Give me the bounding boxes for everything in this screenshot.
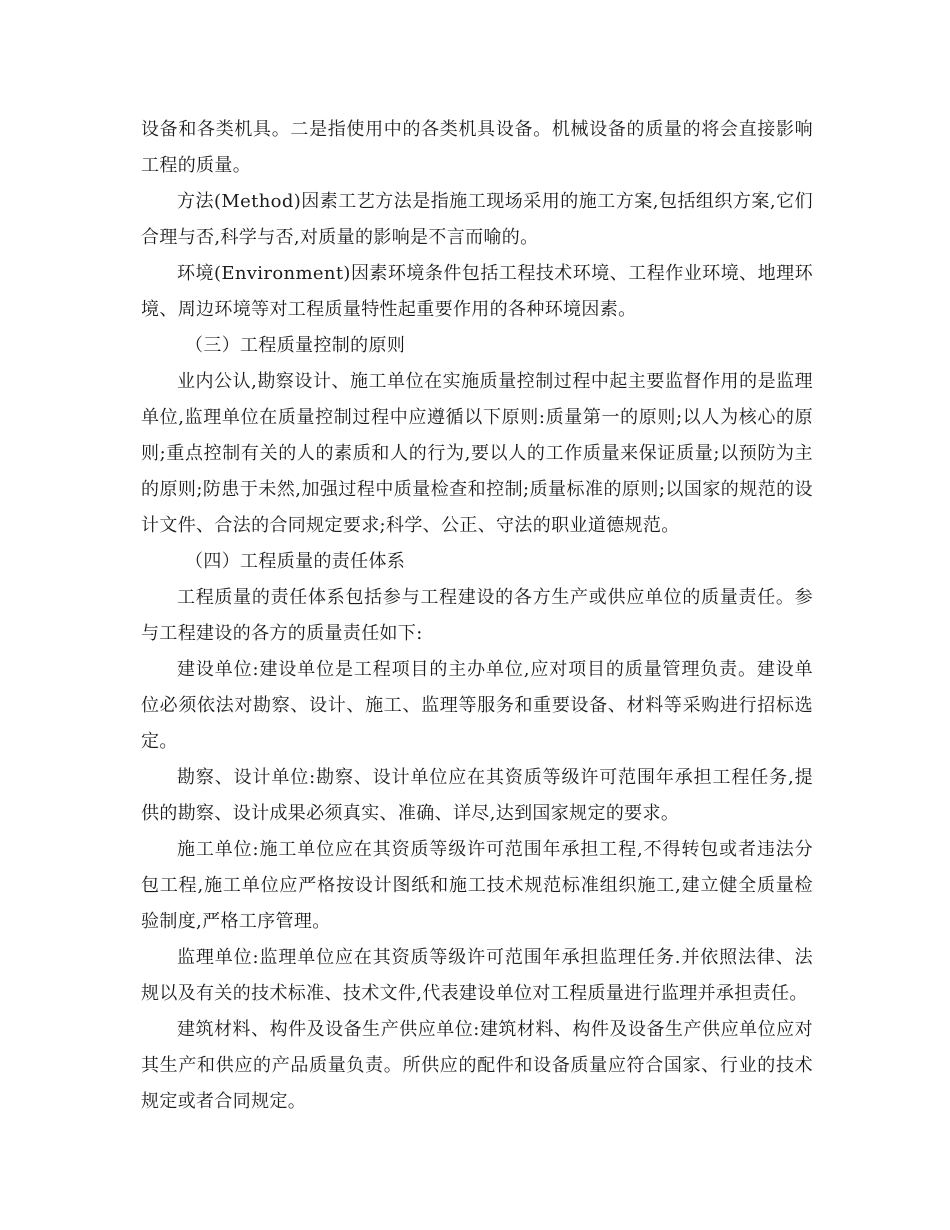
paragraph-construction-unit: 施工单位:施工单位应在其资质等级许可范围年承担工程,不得转包或者违法分包工程,施工单位应严格按设计图纸和施工技术规范标准组织施工,建立健全质量检验制度,严格工序管理。 [141,839,813,932]
paragraph-construction-owner: 建设单位:建设单位是工程项目的主办单位,应对项目的质量管理负责。建设单位必须依法对勘察、设计、施工、监理等服务和重要设备、材料等采购进行招标选定。 [141,659,813,752]
paragraph-material-supplier: 建筑材料、构件及设备生产供应单位:建筑材料、构件及设备生产供应单位应对其生产和供应的产品质量负责。所供应的配件和设备质量应符合国家、行业的技术规定或者合同规定。 [141,1019,813,1112]
paragraph-supervision-unit: 监理单位:监理单位应在其资质等级许可范围年承担监理任务.并依照法律、法规以及有关的技术标准、技术文件,代表建设单位对工程质量进行监理并承担责任。 [141,947,813,1004]
section-heading-responsibility-system: （四）工程质量的责任体系 [185,551,406,572]
paragraph-supervision-principles: 业内公认,勘察设计、施工单位在实施质量控制过程中起主要监督作用的是监理单位,监理单位在质量控制过程中应遵循以下原则:质量第一的原则;以人为核心的原则;重点控制有关的人的素质和人的行为,要以人的工作质量来保证质量;以预防为主的原则;防患于未然,加强过程中质量检查和控制;质量标准的原则;以国家的规范的设计文件、合法的合同规定要求;科学、公正、守法的职业道德规范。 [141,371,813,536]
paragraph-method-factor: 方法(Method)因素工艺方法是指施工现场采用的施工方案,包括组织方案,它们合理与否,科学与否,对质量的影响是不言而喻的。 [141,191,813,248]
paragraph-survey-design-unit: 勘察、设计单位:勘察、设计单位应在其资质等级许可范围年承担工程任务,提供的勘察、设计成果必须真实、准确、详尽,达到国家规定的要求。 [141,767,813,824]
document-body [141,112,813,1120]
paragraph-environment-factor: 环境(Environment)因素环境条件包括工程技术环境、工程作业环境、地理环境、周边环境等对工程质量特性起重要作用的各种环境因素。 [141,263,813,320]
paragraph-equipment-continued: 设备和各类机具。二是指使用中的各类机具设备。机械设备的质量的将会直接影响工程的质量。 [141,119,813,176]
section-heading-quality-control-principles: （三）工程质量控制的原则 [185,335,406,356]
paragraph-responsibility-intro: 工程质量的责任体系包括参与工程建设的各方生产或供应单位的质量责任。参与工程建设的各方的质量责任如下: [141,587,813,644]
